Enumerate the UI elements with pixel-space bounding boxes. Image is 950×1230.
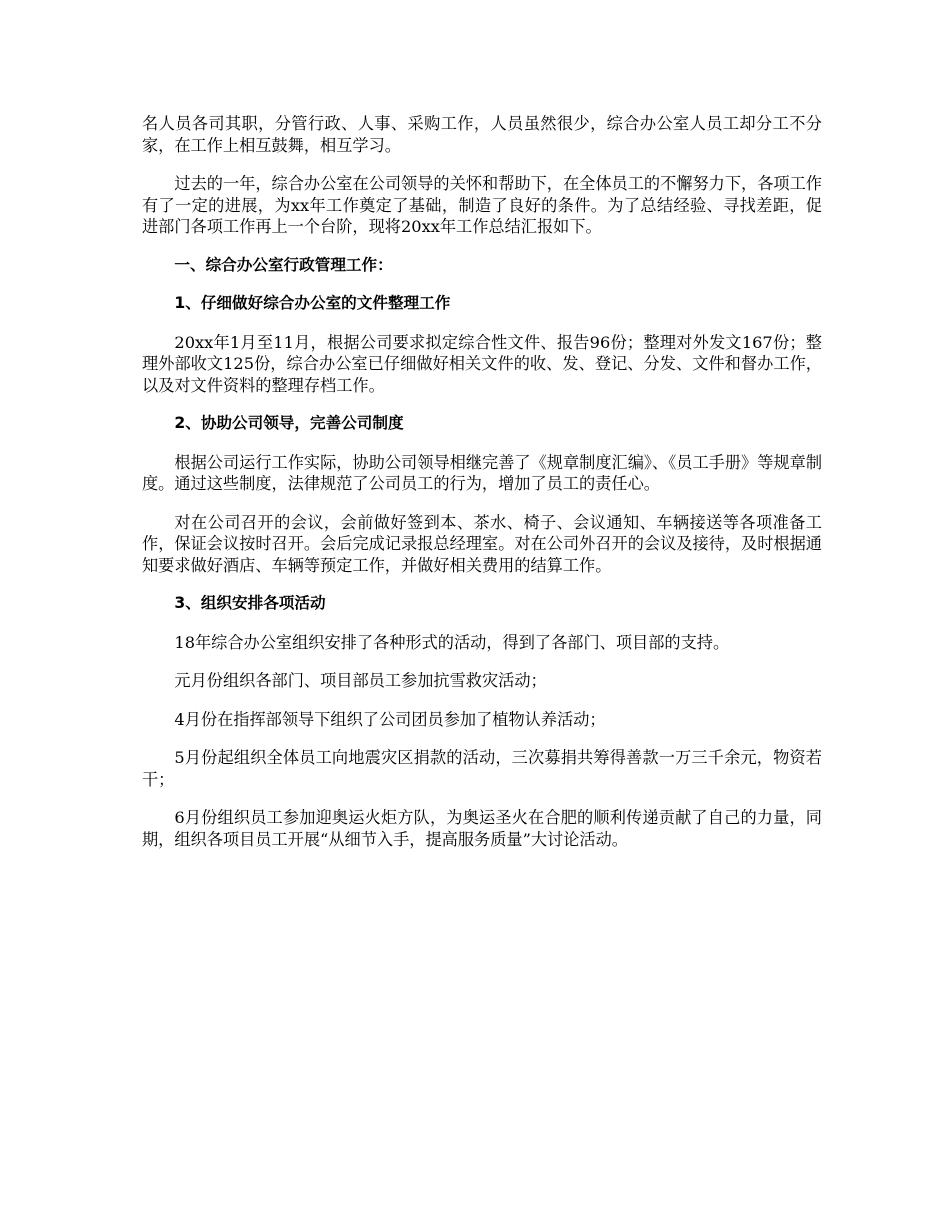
document-page bbox=[142, 113, 822, 867]
subheading-company-system: 2、协助公司领导，完善公司制度 bbox=[174, 414, 404, 432]
subheading-activities: 3、组织安排各项活动 bbox=[174, 594, 326, 612]
paragraph-may-activity: 5月份起组织全体员工向地震灾区捐款的活动，三次募捐共筹得善款一万三千余元，物资若干； bbox=[142, 748, 822, 789]
paragraph-june-activity: 6月份组织员工参加迎奥运火炬方队，为奥运圣火在合肥的顺利传递贡献了自己的力量，同期，组织各项目员工开展“从细节入手，提高服务质量”大讨论活动。 bbox=[142, 808, 822, 849]
paragraph-regulations: 根据公司运行工作实际，协助公司领导相继完善了《规章制度汇编》、《员工手册》等规章制度。通过这些制度，法律规范了公司员工的行为，增加了员工的责任心。 bbox=[142, 452, 822, 493]
subheading-document-management: 1、仔细做好综合办公室的文件整理工作 bbox=[174, 294, 451, 312]
paragraph-activities-overview: 18年综合办公室组织安排了各种形式的活动，得到了各部门、项目部的支持。 bbox=[174, 632, 730, 652]
section-heading-admin-management: 一、综合办公室行政管理工作： bbox=[174, 255, 393, 274]
paragraph-january-activity: 元月份组织各部门、项目部员工参加抗雪救灾活动； bbox=[174, 671, 547, 690]
paragraph-staff-division: 名人员各司其职，分管行政、人事、采购工作，人员虽然很少，综合办公室人员工却分工不分家，在工作上相互鼓舞，相互学习。 bbox=[142, 114, 822, 155]
paragraph-april-activity: 4月份在指挥部领导下组织了公司团员参加了植物认养活动； bbox=[174, 709, 606, 729]
paragraph-past-year-summary: 过去的一年，综合办公室在公司领导的关怀和帮助下，在全体员工的不懈努力下，各项工作有了一定的进展，为xx年工作奠定了基础，制造了良好的条件。为了总结经验、寻找差距，促进部门各项工作再上一个台阶，现将20xx年工作总结汇报如下。 bbox=[142, 174, 822, 236]
paragraph-document-statistics: 20xx年1月至11月，根据公司要求拟定综合性文件、报告96份；整理对外发文167份；整理外部收文125份，综合办公室已仔细做好相关文件的收、发、登记、分发、文件和督办工作，以及对文件资料的整理存档工作。 bbox=[142, 332, 822, 395]
paragraph-meeting-preparation: 对在公司召开的会议，会前做好签到本、茶水、椅子、会议通知、车辆接送等各项准备工作，保证会议按时召开。会后完成记录报总经理室。对在公司外召开的会议及接待，及时根据通知要求做好酒店、车辆等预定工作，并做好相关费用的结算工作。 bbox=[142, 512, 822, 575]
